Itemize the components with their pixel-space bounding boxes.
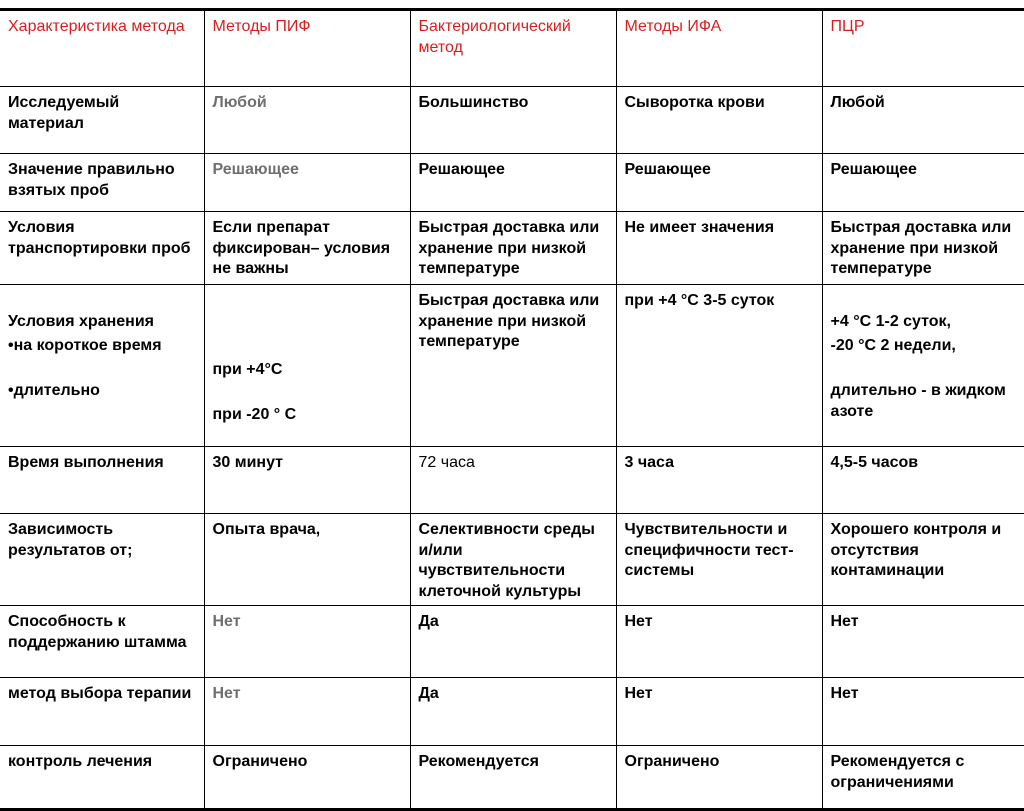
cell-bacteriological: 72 часа: [410, 447, 616, 514]
header-cell-characteristic: Характеристика метода: [0, 10, 204, 87]
row-label: [0, 285, 204, 447]
cell-pcr: [822, 285, 1024, 447]
row-label: Зависимость результатов от;: [0, 514, 204, 606]
header-cell-ifa: Методы ИФА: [616, 10, 822, 87]
row-label-item: •длительно: [8, 382, 100, 399]
cell-pif: Нет: [204, 606, 410, 678]
cell-pif: [204, 285, 410, 447]
cell-ifa: Не имеет значения: [616, 212, 822, 285]
row-label: метод выбора терапии: [0, 678, 204, 746]
table-row: [0, 285, 1024, 447]
cell-bacteriological: Быстрая доставка или хранение при низкой температуре: [410, 285, 616, 447]
cell-pif: 30 минут: [204, 447, 410, 514]
cell-pif: Ограничено: [204, 746, 410, 810]
row-label: Время выполнения: [0, 447, 204, 514]
cell-pcr: Любой: [822, 87, 1024, 154]
cell-bacteriological: Селективности среды и/или чувствительности клеточной культуры: [410, 514, 616, 606]
row-label-title: Условия хранения: [8, 312, 154, 330]
cell-ifa: Чувствительности и специфичности тест-системы: [616, 514, 822, 606]
cell-ifa: Нет: [616, 678, 822, 746]
cell-bacteriological: Да: [410, 606, 616, 678]
cell-ifa: 3 часа: [616, 447, 822, 514]
cell-pif: Решающее: [204, 154, 410, 212]
cell-pif: Если препарат фиксирован– условия не важны: [204, 212, 410, 285]
cell-pcr: Нет: [822, 678, 1024, 746]
cell-pif: Нет: [204, 678, 410, 746]
cell-bacteriological: Рекомендуется: [410, 746, 616, 810]
table-row: [0, 746, 1024, 810]
cell-ifa: Решающее: [616, 154, 822, 212]
header-cell-pcr: ПЦР: [822, 10, 1024, 87]
row-label: Значение правильно взятых проб: [0, 154, 204, 212]
cell-bacteriological: Решающее: [410, 154, 616, 212]
row-label: контроль лечения: [0, 746, 204, 810]
header-cell-bacteriological: Бактериологический метод: [410, 10, 616, 87]
row-label: Исследуемый материал: [0, 87, 204, 154]
cell-pcr: Рекомендуется с ограничениями: [822, 746, 1024, 810]
cell-ifa: при +4 °С 3-5 суток: [616, 285, 822, 447]
header-cell-pif: Методы ПИФ: [204, 10, 410, 87]
row-label: Способность к поддержанию штамма: [0, 606, 204, 678]
cell-bacteriological: Большинство: [410, 87, 616, 154]
table-header-row: [0, 10, 1024, 87]
table-row: [0, 447, 1024, 514]
cell-pcr-line: -20 °С 2 недели,: [830, 337, 956, 354]
table-row: [0, 212, 1024, 285]
row-label: Условия транспортировки проб: [0, 212, 204, 285]
cell-ifa: Ограничено: [616, 746, 822, 810]
cell-pcr: Быстрая доставка или хранение при низкой температуре: [822, 212, 1024, 285]
comparison-table: [0, 8, 1024, 811]
cell-pcr: Решающее: [822, 154, 1024, 212]
cell-pcr: Хорошего контроля и отсутствия контаминации: [822, 514, 1024, 606]
cell-pif-line: при +4°С: [212, 361, 283, 378]
cell-pcr-line: длительно - в жидком азоте: [830, 382, 1006, 420]
cell-pcr: 4,5-5 часов: [822, 447, 1024, 514]
cell-bacteriological: Быстрая доставка или хранение при низкой температуре: [410, 212, 616, 285]
cell-pif: Любой: [204, 87, 410, 154]
table-row: [0, 678, 1024, 746]
cell-ifa: Сыворотка крови: [616, 87, 822, 154]
table-row: [0, 606, 1024, 678]
cell-bacteriological: Да: [410, 678, 616, 746]
table-row: [0, 154, 1024, 212]
cell-pif: Опыта врача,: [204, 514, 410, 606]
cell-ifa: Нет: [616, 606, 822, 678]
row-label-item: •на короткое время: [8, 337, 162, 354]
table-row: [0, 87, 1024, 154]
cell-pcr: Нет: [822, 606, 1024, 678]
table-row: [0, 514, 1024, 606]
cell-pcr-line: +4 °С 1-2 суток,: [830, 312, 951, 330]
cell-pif-line: при -20 ° С: [212, 406, 297, 423]
